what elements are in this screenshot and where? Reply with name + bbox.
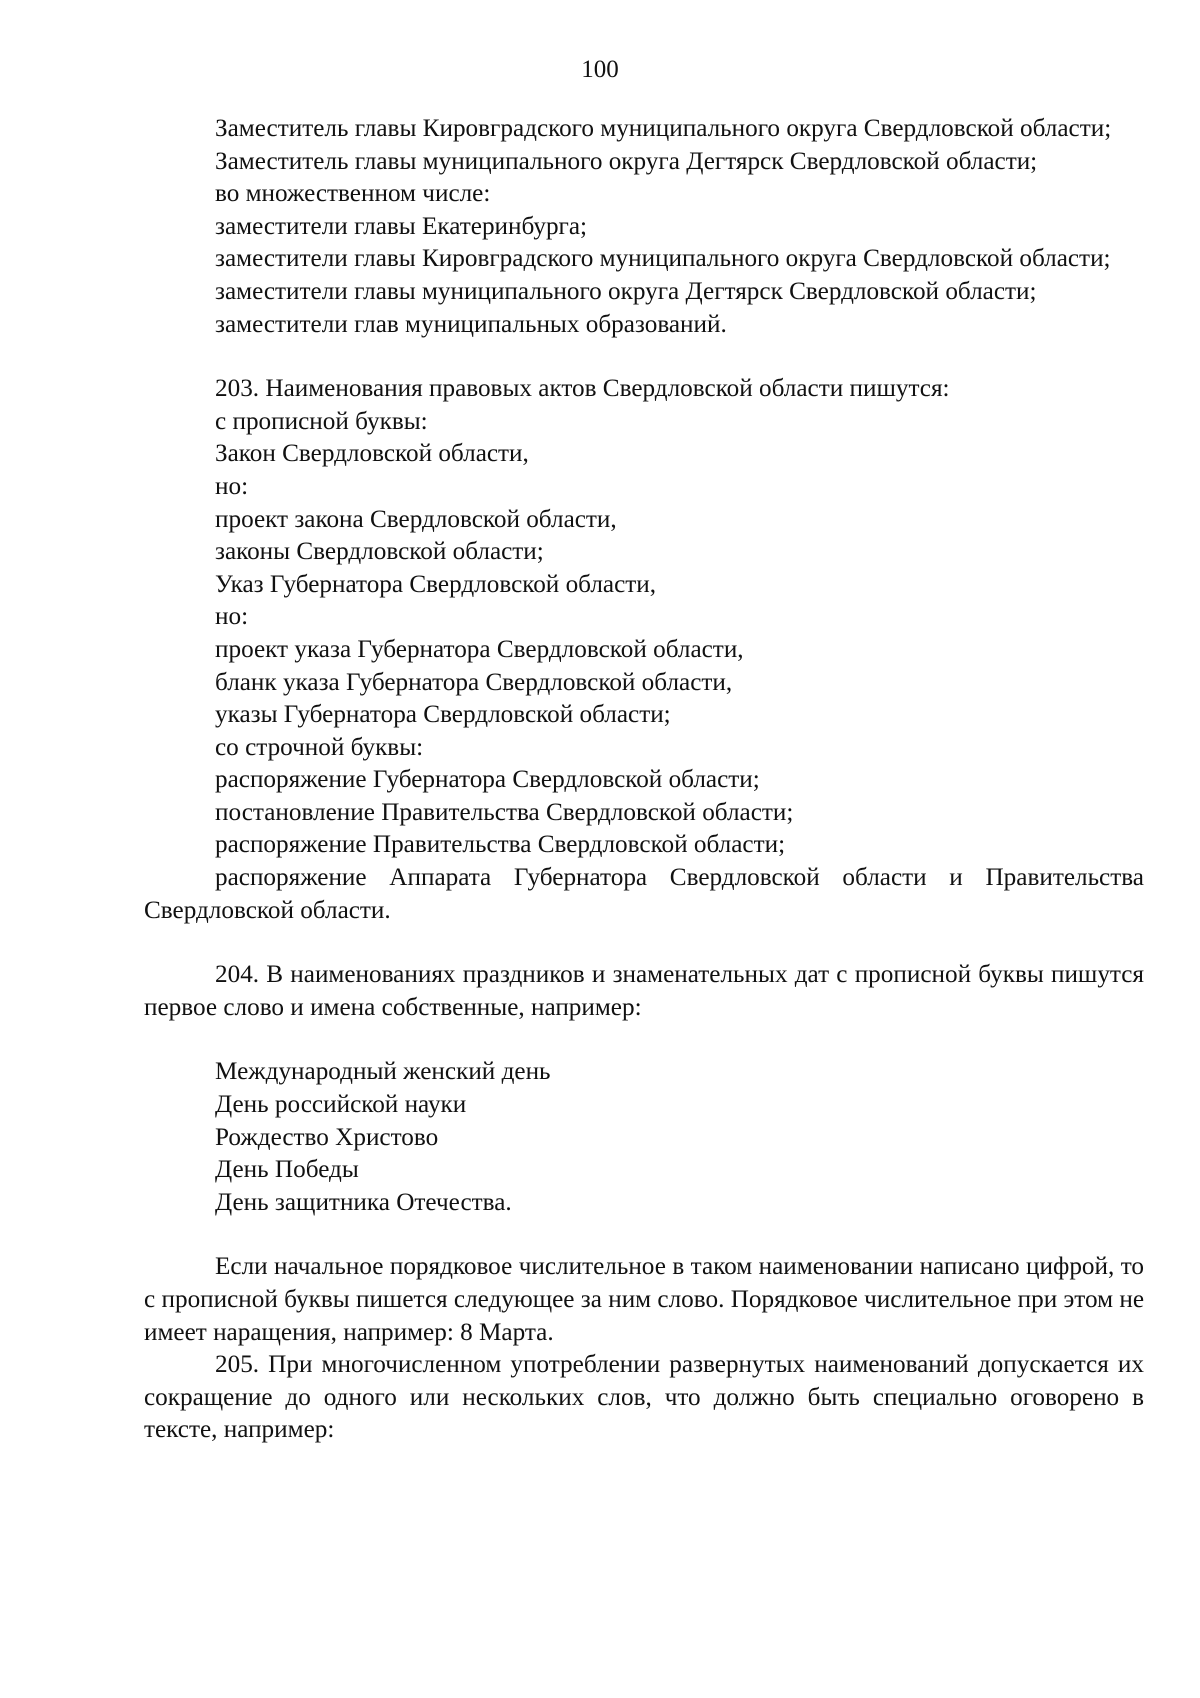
page-number: 100 xyxy=(581,56,619,83)
paragraph: проект указа Губернатора Свердловской области, xyxy=(215,635,744,663)
paragraph: распоряжение Правительства Свердловской области; xyxy=(215,831,786,859)
section-heading-204: 204. В наименованиях праздников и знаменательных дат с прописной буквы пишутся первое слово и имена собственные, например: xyxy=(144,961,1144,1021)
paragraph: со строчной буквы: xyxy=(215,733,424,761)
paragraph: распоряжение Губернатора Свердловской области; xyxy=(215,766,760,794)
paragraph: Заместитель главы Кировградского муниципального округа Свердловской области; xyxy=(215,115,1112,142)
holiday-item: День Победы xyxy=(215,1156,359,1184)
paragraph: проект закона Свердловской области, xyxy=(215,505,617,533)
paragraph: заместители главы муниципального округа Дегтярск Свердловской области; xyxy=(215,277,1037,305)
holiday-item: Международный женский день xyxy=(215,1058,551,1086)
paragraph-spacer xyxy=(144,927,1144,959)
paragraph: постановление Правительства Свердловской области; xyxy=(215,798,794,826)
holiday-item: День защитника Отечества. xyxy=(215,1188,512,1216)
paragraph-spacer xyxy=(144,1024,1144,1056)
holiday-item: Рождество Христово xyxy=(215,1123,439,1151)
paragraph: заместители глав муниципальных образований. xyxy=(215,310,727,338)
paragraph: Если начальное порядковое числительное в таком наименовании написано цифрой, то с прописной буквы пишется следующее за ним слово. Порядковое числительное при этом не имеет наращения, например: 8 Марта. xyxy=(144,1253,1144,1346)
document-body xyxy=(144,113,1144,1447)
paragraph: заместители главы Кировградского муниципального округа Свердловской области; xyxy=(215,245,1111,273)
paragraph: законы Свердловской области; xyxy=(215,538,544,566)
paragraph: но: xyxy=(215,472,249,500)
paragraph: Указ Губернатора Свердловской области, xyxy=(215,570,657,598)
section-heading-205: 205. При многочисленном употреблении развернутых наименований допускается их сокращение до одного или нескольких слов, что должно быть специально оговорено в тексте, например: xyxy=(144,1351,1144,1444)
section-heading-203: 203. Наименования правовых актов Свердловской области пишутся: xyxy=(215,375,950,403)
paragraph: во множественном числе: xyxy=(215,180,491,208)
paragraph: заместители главы Екатеринбурга; xyxy=(215,212,588,240)
paragraph: распоряжение Аппарата Губернатора Свердловской области и Правительства Свердловской области. xyxy=(144,864,1144,924)
paragraph: Заместитель главы муниципального округа Дегтярск Свердловской области; xyxy=(215,147,1038,175)
paragraph: указы Губернатора Свердловской области; xyxy=(215,701,671,729)
paragraph-spacer xyxy=(144,1219,1144,1251)
holiday-item: День российской науки xyxy=(215,1091,467,1119)
paragraph: бланк указа Губернатора Свердловской области, xyxy=(215,668,733,696)
paragraph: с прописной буквы: xyxy=(215,407,428,435)
paragraph: но: xyxy=(215,603,249,631)
paragraph: Закон Свердловской области, xyxy=(215,440,529,468)
paragraph-spacer xyxy=(144,341,1144,373)
